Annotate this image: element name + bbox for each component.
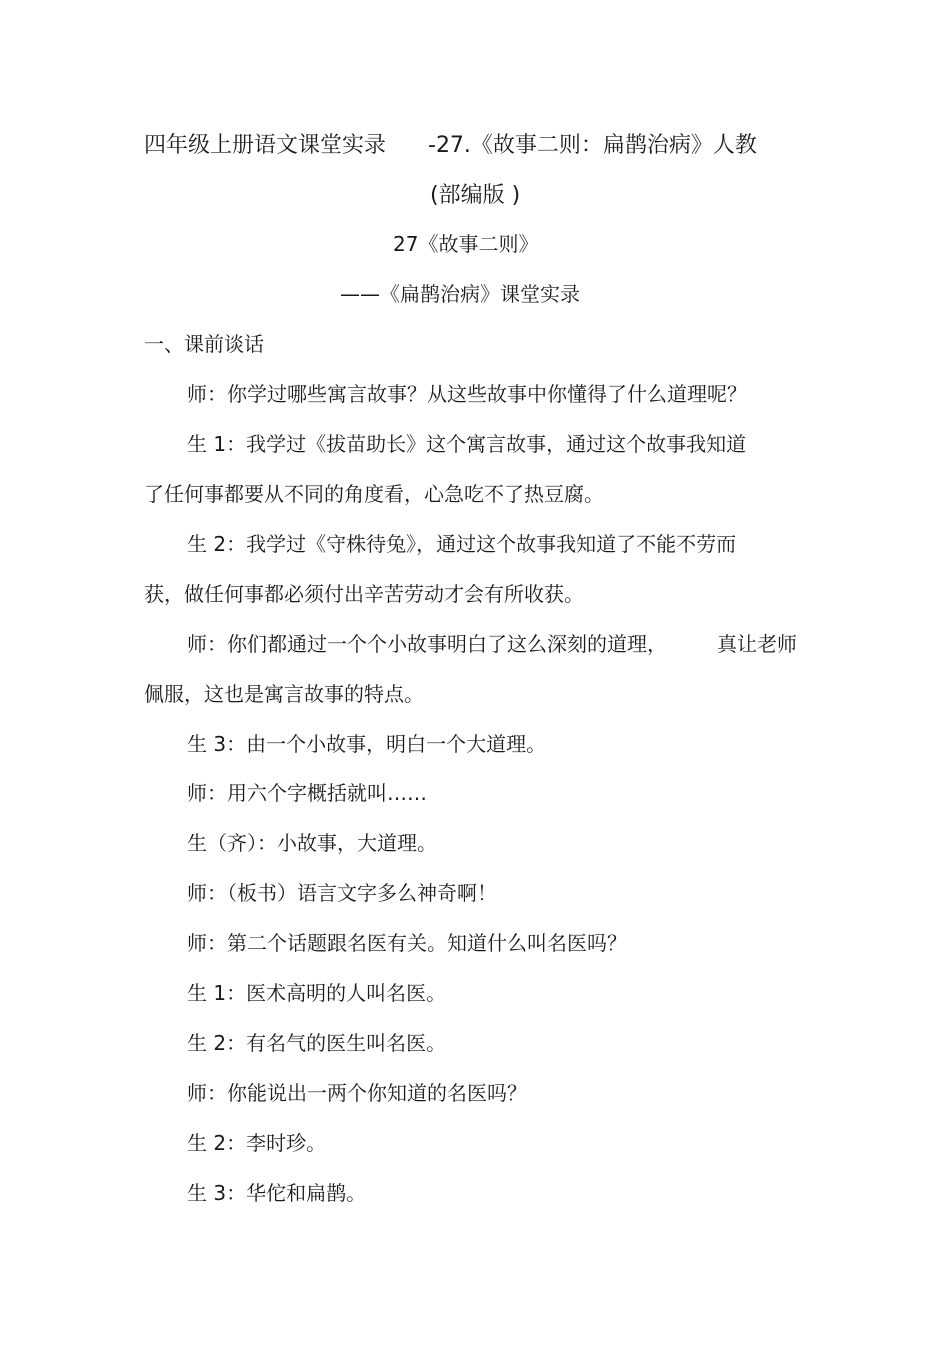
dialogue-line: 生 1：医术高明的人叫名医。 [187, 981, 447, 1005]
lesson-subtitle: ——《扁鹊治病》课堂实录 [340, 282, 580, 306]
document-title-edition: (部编版 ) [430, 183, 521, 208]
dialogue-line-tail: 真让老师 [717, 632, 797, 656]
dialogue-line: 生 2：李时珍。 [187, 1131, 327, 1155]
dialogue-line: 了任何事都要从不同的角度看，心急吃不了热豆腐。 [144, 482, 604, 506]
dialogue-line: 师：第二个话题跟名医有关。知道什么叫名医吗？ [187, 931, 627, 955]
document-title-part1: 四年级上册语文课堂实录 [144, 133, 387, 158]
dialogue-line: 获，做任何事都必须付出辛苦劳动才会有所收获。 [144, 582, 584, 606]
dialogue-line: 师：用六个字概括就叫…… [187, 781, 427, 805]
dialogue-line: 生 1：我学过《拔苗助长》这个寓言故事，通过这个故事我知道 [187, 432, 747, 456]
dialogue-line: 佩服，这也是寓言故事的特点。 [144, 682, 424, 706]
document-title-part2: -27.《故事二则：扁鹊治病》人教 [428, 133, 757, 158]
dialogue-line: 师：你能说出一两个你知道的名医吗？ [187, 1081, 527, 1105]
dialogue-line: 生 2：我学过《守株待兔》，通过这个故事我知道了不能不劳而 [187, 532, 737, 556]
dialogue-line: 生 3：华佗和扁鹊。 [187, 1181, 367, 1205]
lesson-title: 27《故事二则》 [393, 232, 539, 256]
dialogue-line: 师：（板书）语言文字多么神奇啊！ [187, 881, 497, 905]
dialogue-line: 师：你学过哪些寓言故事？从这些故事中你懂得了什么道理呢？ [187, 382, 747, 406]
section-heading: 一、课前谈话 [144, 332, 264, 356]
dialogue-line: 生 3：由一个小故事，明白一个大道理。 [187, 732, 547, 756]
dialogue-line: 生 2：有名气的医生叫名医。 [187, 1031, 447, 1055]
dialogue-line: 师：你们都通过一个个小故事明白了这么深刻的道理， [187, 632, 667, 656]
dialogue-line: 生（齐）：小故事，大道理。 [187, 831, 437, 855]
